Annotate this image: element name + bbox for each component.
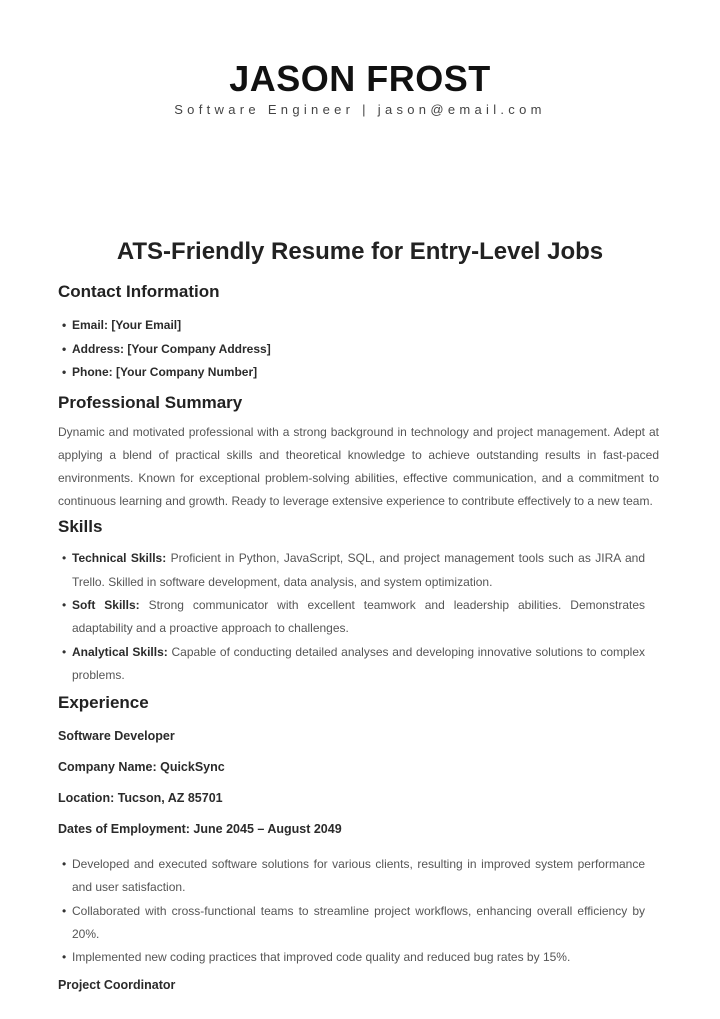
skill-text: Proficient in Python, JavaScript, SQL, and project management tools such as JIRA and Trello. Skilled in software development, data analysis, and system optimization. — [72, 551, 645, 589]
summary-section — [58, 391, 659, 514]
contact-address: • Address: [Your Company Address] — [58, 338, 659, 362]
candidate-name: JASON FROST — [229, 58, 491, 99]
contact-heading: Contact Information — [58, 282, 220, 301]
job-duty: • Implemented new coding practices that improved code quality and reduced bug rates by 15%. — [58, 946, 645, 969]
skill-soft — [58, 594, 645, 641]
skills-heading: Skills — [58, 517, 103, 537]
summary-heading: Professional Summary — [58, 392, 243, 412]
skill-technical — [58, 547, 645, 594]
contact-list — [58, 314, 659, 385]
skill-label: Soft Skills: — [72, 597, 140, 612]
experience-section — [58, 691, 659, 1000]
contact-email: • Email: [Your Email] — [58, 314, 659, 338]
job-duty: • Collaborated with cross-functional teams to streamline project workflows, enhancing overall efficiency by 20%. — [58, 900, 645, 947]
skill-label: Technical Skills: — [72, 551, 167, 566]
job-dates: Dates of Employment: June 2045 – August 2049 — [58, 822, 342, 837]
skill-label: Analytical Skills: — [72, 644, 168, 659]
skill-text: Strong communicator with excellent teamwork and leadership abilities. Demonstrates adaptability and a proactive approach to challenges. — [72, 597, 645, 636]
resume-content — [58, 280, 659, 1001]
job-duty: • Developed and executed software solutions for various clients, resulting in improved system performance and user satisfaction. — [58, 853, 645, 900]
job-title: Software Developer — [58, 729, 175, 744]
summary-text: Dynamic and motivated professional with a strong background in technology and project management. Adept at applying a blend of practical skills and theoretical knowledge to achieve outstanding results in fast-paced environments. Known for exceptional problem-solving abilities, effective communication, and a commitment to continuous learning and growth. Ready to leverage extensive experience to contribute effectively to a new team. — [58, 424, 659, 509]
experience-heading: Experience — [58, 693, 149, 713]
skills-section — [58, 515, 659, 687]
contact-phone: • Phone: [Your Company Number] — [58, 361, 659, 385]
candidate-subtitle: Software Engineer | jason@email.com — [174, 102, 546, 117]
job-company: Company Name: QuickSync — [58, 760, 225, 775]
job-location: Location: Tucson, AZ 85701 — [58, 791, 223, 806]
document-title: ATS-Friendly Resume for Entry-Level Jobs — [116, 238, 604, 265]
job-duties — [58, 853, 645, 969]
job-title: Project Coordinator — [58, 977, 176, 992]
skills-list — [58, 547, 645, 687]
skill-analytical — [58, 641, 645, 688]
contact-section — [58, 280, 659, 385]
skill-text: Capable of conducting detailed analyses and developing innovative solutions to complex problems. — [72, 644, 646, 682]
